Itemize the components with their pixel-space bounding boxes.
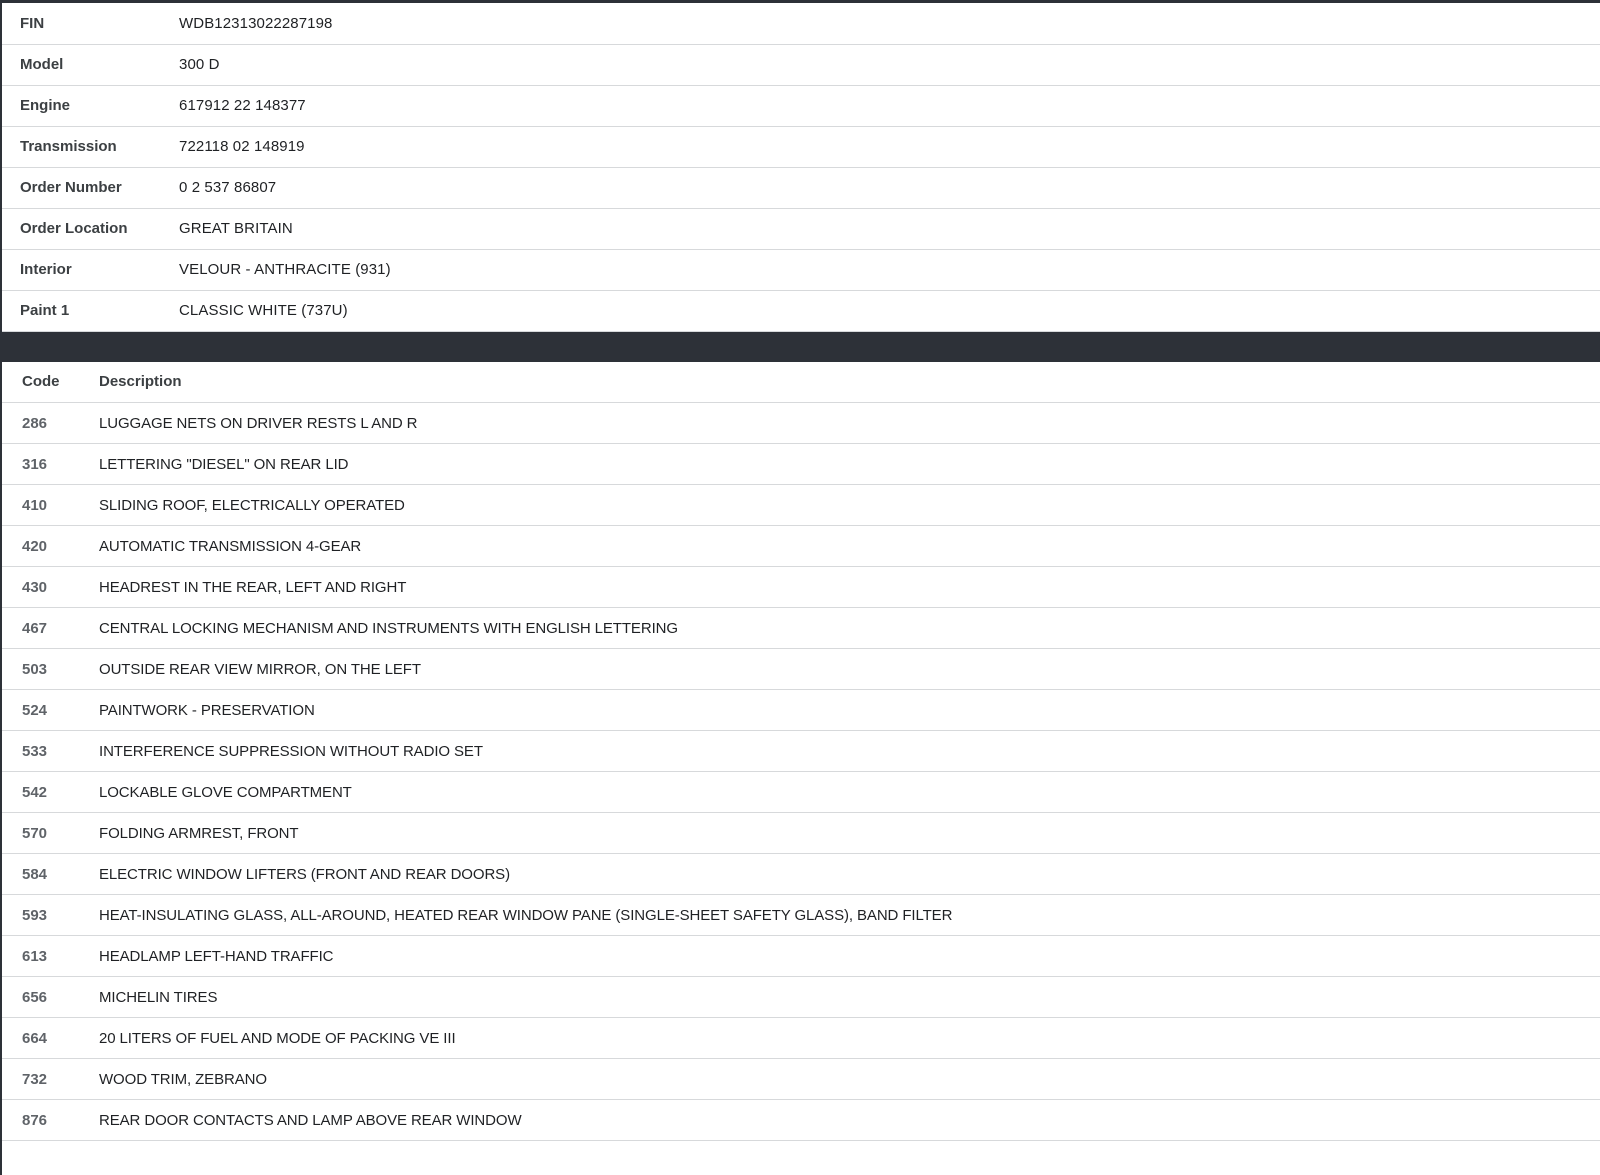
info-label: FIN	[2, 3, 179, 44]
option-code: 584	[2, 854, 99, 895]
option-codes-section	[2, 362, 1600, 1175]
option-description: ELECTRIC WINDOW LIFTERS (FRONT AND REAR DOORS)	[99, 854, 1600, 895]
info-value: WDB12313022287198	[179, 3, 1600, 44]
info-row	[2, 167, 1600, 208]
option-row	[2, 526, 1600, 567]
option-description: FOLDING ARMREST, FRONT	[99, 813, 1600, 854]
vehicle-info-body	[2, 3, 1600, 331]
option-row	[2, 977, 1600, 1018]
info-value: GREAT BRITAIN	[179, 208, 1600, 249]
option-row	[2, 813, 1600, 854]
option-row	[2, 1059, 1600, 1100]
option-code: 420	[2, 526, 99, 567]
option-codes-body	[2, 403, 1600, 1141]
info-value: 0 2 537 86807	[179, 167, 1600, 208]
option-row	[2, 649, 1600, 690]
option-codes-table	[2, 362, 1600, 1142]
option-description: WOOD TRIM, ZEBRANO	[99, 1059, 1600, 1100]
option-description: MICHELIN TIRES	[99, 977, 1600, 1018]
info-value: 722118 02 148919	[179, 126, 1600, 167]
option-description: LETTERING "DIESEL" ON REAR LID	[99, 444, 1600, 485]
info-label: Order Number	[2, 167, 179, 208]
option-code: 876	[2, 1100, 99, 1141]
option-code: 542	[2, 772, 99, 813]
option-row	[2, 936, 1600, 977]
option-code: 286	[2, 403, 99, 444]
option-row	[2, 690, 1600, 731]
info-value: CLASSIC WHITE (737U)	[179, 290, 1600, 331]
description-column-header: Description	[99, 362, 1600, 403]
info-row	[2, 85, 1600, 126]
info-row	[2, 249, 1600, 290]
option-description: HEADLAMP LEFT-HAND TRAFFIC	[99, 936, 1600, 977]
option-code: 664	[2, 1018, 99, 1059]
option-description: REAR DOOR CONTACTS AND LAMP ABOVE REAR WINDOW	[99, 1100, 1600, 1141]
option-row	[2, 731, 1600, 772]
info-value: 617912 22 148377	[179, 85, 1600, 126]
option-code: 503	[2, 649, 99, 690]
option-code: 656	[2, 977, 99, 1018]
info-row	[2, 290, 1600, 331]
section-separator-bar	[0, 332, 1600, 362]
option-description: LUGGAGE NETS ON DRIVER RESTS L AND R	[99, 403, 1600, 444]
option-description: AUTOMATIC TRANSMISSION 4-GEAR	[99, 526, 1600, 567]
info-label: Engine	[2, 85, 179, 126]
option-row	[2, 895, 1600, 936]
option-row	[2, 608, 1600, 649]
option-row	[2, 854, 1600, 895]
info-label: Interior	[2, 249, 179, 290]
option-description: SLIDING ROOF, ELECTRICALLY OPERATED	[99, 485, 1600, 526]
option-row	[2, 1100, 1600, 1141]
option-row	[2, 567, 1600, 608]
option-row	[2, 444, 1600, 485]
info-label: Paint 1	[2, 290, 179, 331]
option-code: 430	[2, 567, 99, 608]
option-code: 593	[2, 895, 99, 936]
info-row	[2, 44, 1600, 85]
option-code: 467	[2, 608, 99, 649]
option-description: LOCKABLE GLOVE COMPARTMENT	[99, 772, 1600, 813]
option-description: 20 LITERS OF FUEL AND MODE OF PACKING VE III	[99, 1018, 1600, 1059]
option-code: 410	[2, 485, 99, 526]
info-row	[2, 208, 1600, 249]
info-label: Model	[2, 44, 179, 85]
info-row	[2, 3, 1600, 44]
info-label: Order Location	[2, 208, 179, 249]
option-row	[2, 485, 1600, 526]
option-description: HEAT-INSULATING GLASS, ALL-AROUND, HEATED REAR WINDOW PANE (SINGLE-SHEET SAFETY GLASS), BAND FILTER	[99, 895, 1600, 936]
option-code: 533	[2, 731, 99, 772]
option-code: 613	[2, 936, 99, 977]
option-row	[2, 403, 1600, 444]
options-header-row	[2, 362, 1600, 403]
option-row	[2, 772, 1600, 813]
option-code: 732	[2, 1059, 99, 1100]
option-description: PAINTWORK - PRESERVATION	[99, 690, 1600, 731]
option-code: 570	[2, 813, 99, 854]
option-code: 524	[2, 690, 99, 731]
option-description: CENTRAL LOCKING MECHANISM AND INSTRUMENTS WITH ENGLISH LETTERING	[99, 608, 1600, 649]
info-value: 300 D	[179, 44, 1600, 85]
info-row	[2, 126, 1600, 167]
option-row	[2, 1018, 1600, 1059]
vehicle-info-table	[2, 3, 1600, 332]
option-description: HEADREST IN THE REAR, LEFT AND RIGHT	[99, 567, 1600, 608]
option-description: INTERFERENCE SUPPRESSION WITHOUT RADIO SET	[99, 731, 1600, 772]
info-value: VELOUR - ANTHRACITE (931)	[179, 249, 1600, 290]
info-label: Transmission	[2, 126, 179, 167]
code-column-header: Code	[2, 362, 99, 403]
option-description: OUTSIDE REAR VIEW MIRROR, ON THE LEFT	[99, 649, 1600, 690]
option-code: 316	[2, 444, 99, 485]
